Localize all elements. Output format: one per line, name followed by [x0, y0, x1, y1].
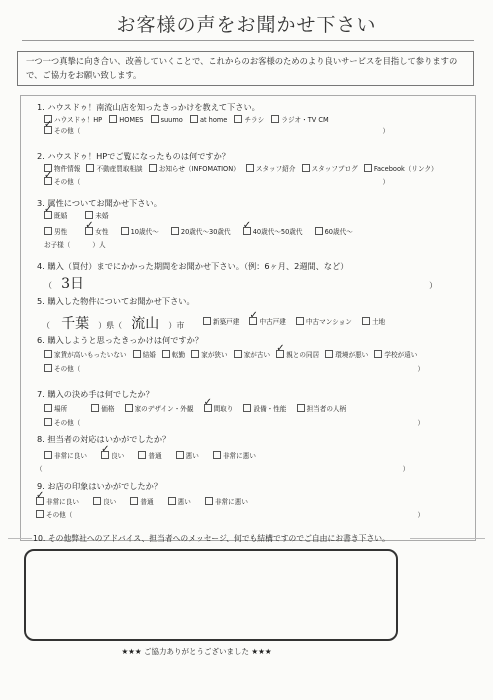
q8-opt-very-bad[interactable]: 非常に悪い: [213, 452, 256, 460]
q9-opt-average[interactable]: 普通: [130, 498, 153, 506]
q2-other[interactable]: ✓その他（ ）: [44, 177, 389, 187]
q9-label: 9. お店の印象はいかがでしたか？: [37, 481, 163, 491]
q2-opt-facebook[interactable]: Facebook（リンク）: [364, 165, 438, 173]
q6-options: [44, 350, 417, 360]
q8-opt-bad[interactable]: 悪い: [176, 452, 199, 460]
q7-other[interactable]: その他（ ）: [44, 418, 424, 428]
q1-opt-suumo[interactable]: suumo: [151, 116, 183, 124]
q9-other[interactable]: その他（ ）: [36, 510, 424, 520]
checkbox-icon[interactable]: [243, 404, 251, 412]
checkbox-icon[interactable]: [234, 350, 242, 358]
checkbox-icon[interactable]: [364, 164, 372, 172]
checkbox-icon[interactable]: [296, 317, 304, 325]
q3-opt-married[interactable]: ✓既婚: [44, 212, 67, 220]
checkbox-icon[interactable]: [91, 404, 99, 412]
q4-answer[interactable]: （ 3日 ）: [44, 276, 438, 292]
checkbox-icon[interactable]: [246, 164, 254, 172]
q2-opt-news[interactable]: お知らせ（INFOMATION）: [149, 165, 240, 173]
checked-checkbox-icon[interactable]: [243, 227, 251, 235]
checked-checkbox-icon[interactable]: [44, 177, 52, 185]
checkbox-icon[interactable]: [44, 418, 52, 426]
q5-opt-used-mansion[interactable]: 中古マンション: [296, 318, 352, 326]
section-divider-right: [410, 538, 485, 539]
checkbox-icon[interactable]: [213, 451, 221, 459]
q4-label: 4. 購入（買付）までにかかった期間をお聞かせ下さい。（例：6ヶ月、2週間、など）: [37, 261, 349, 271]
q7-opt-facilities[interactable]: 設備・性能: [243, 405, 286, 413]
q5-types: [203, 317, 385, 327]
q1-opt-radio-tv[interactable]: ラジオ・TV CM: [271, 116, 328, 124]
checkbox-icon[interactable]: [44, 364, 52, 372]
q7-opt-location[interactable]: 場所: [44, 405, 67, 413]
q2-opt-staff[interactable]: スタッフ紹介: [246, 165, 296, 173]
checked-checkbox-icon[interactable]: [204, 404, 212, 412]
q1-opt-homes[interactable]: HOMES: [109, 116, 143, 124]
q6-label: 6. 購入しようと思ったきっかけは何ですか？: [37, 335, 203, 345]
handwritten-prefecture: 千葉: [61, 316, 90, 332]
q6-opt-small-house[interactable]: 家が狭い: [191, 351, 227, 359]
q5-opt-used-house[interactable]: ✓ 中古戸建: [249, 318, 285, 326]
checked-checkbox-icon[interactable]: [101, 451, 109, 459]
q5-label: 5. 購入した物件についてお聞かせ下さい。: [37, 296, 195, 306]
checkbox-icon[interactable]: [271, 115, 279, 123]
q2-opt-buyback[interactable]: 不動産買取相談: [86, 165, 142, 173]
q3-label: 3. 属性についてお聞かせ下さい。: [37, 198, 162, 208]
q1-other[interactable]: ✓その他（ ）: [44, 126, 389, 136]
checkbox-icon[interactable]: [297, 404, 305, 412]
q5-opt-new-house[interactable]: 新築戸建: [203, 318, 239, 326]
checkbox-icon[interactable]: [44, 451, 52, 459]
q3-opt-40s-50s[interactable]: ✓ 40歳代〜50歳代: [243, 228, 303, 236]
q7-options: [44, 404, 346, 414]
q9-options: [36, 497, 248, 507]
checked-checkbox-icon[interactable]: [36, 497, 44, 505]
checkbox-icon[interactable]: [374, 350, 382, 358]
checkbox-icon[interactable]: [125, 404, 133, 412]
q8-opt-good[interactable]: ✓ 良い: [101, 452, 124, 460]
q8-options: [44, 451, 256, 461]
q2-opt-blog[interactable]: スタッフブログ: [302, 165, 358, 173]
section-divider-left: [8, 538, 32, 539]
q9-opt-very-good[interactable]: ✓非常に良い: [36, 498, 79, 506]
q3-opt-10s[interactable]: 10歳代〜: [121, 228, 159, 236]
checkbox-icon[interactable]: [36, 510, 44, 518]
q6-opt-environment[interactable]: 環境が悪い: [325, 351, 368, 359]
checkbox-icon[interactable]: [205, 497, 213, 505]
checkbox-icon[interactable]: [133, 350, 141, 358]
q2-opt-listings[interactable]: 物件情報: [44, 165, 80, 173]
checkbox-icon[interactable]: [149, 164, 157, 172]
checkbox-icon[interactable]: [362, 317, 370, 325]
q2-options: [44, 164, 438, 174]
q7-opt-design[interactable]: 家のデザイン・外観: [125, 405, 194, 413]
q9-opt-bad[interactable]: 悪い: [168, 498, 191, 506]
q3-opt-single[interactable]: 未婚: [85, 212, 108, 220]
checkbox-icon[interactable]: [44, 350, 52, 358]
checkbox-icon[interactable]: [86, 164, 94, 172]
checkbox-icon[interactable]: [162, 350, 170, 358]
q6-opt-school[interactable]: 学校が遠い: [374, 351, 417, 359]
q3-opt-60s[interactable]: 60歳代〜: [315, 228, 353, 236]
checkbox-icon[interactable]: [85, 211, 93, 219]
q8-comment[interactable]: （ ）: [36, 465, 410, 473]
q8-opt-average[interactable]: 普通: [138, 452, 161, 460]
checkbox-icon[interactable]: [151, 115, 159, 123]
checked-checkbox-icon[interactable]: [85, 227, 93, 235]
q2-label: 2. ハウスドゥ！HPでご覧になったものは何ですか？: [37, 151, 230, 161]
q8-opt-very-good[interactable]: 非常に良い: [44, 452, 87, 460]
page-title: お客様の声をお聞かせ下さい: [116, 14, 377, 36]
q1-opt-hp[interactable]: ハウスドゥ！HP: [44, 116, 102, 124]
q7-opt-price[interactable]: 価格: [91, 405, 114, 413]
q3-opt-20s-30s[interactable]: 20歳代〜30歳代: [171, 228, 231, 236]
checked-checkbox-icon[interactable]: [44, 211, 52, 219]
q6-other[interactable]: その他（ ）: [44, 364, 424, 374]
q6-opt-transfer[interactable]: 転勤: [162, 351, 185, 359]
checkbox-icon[interactable]: [191, 350, 199, 358]
thank-you-message: ★★★ ご協力ありがとうございました ★★★: [121, 647, 272, 656]
q6-opt-marriage[interactable]: 結婚: [133, 351, 156, 359]
q1-options: [44, 115, 329, 125]
checked-checkbox-icon[interactable]: [249, 317, 257, 325]
q7-opt-staff[interactable]: 担当者の人柄: [297, 405, 347, 413]
q6-opt-old-house[interactable]: 家が古い: [234, 351, 270, 359]
q6-opt-rent[interactable]: 家賃が高いもったいない: [44, 351, 127, 359]
checkbox-icon[interactable]: [325, 350, 333, 358]
checkbox-icon[interactable]: [44, 404, 52, 412]
checkbox-icon[interactable]: [44, 227, 52, 235]
q1-opt-athome[interactable]: at home: [190, 116, 227, 124]
title-underline: [22, 40, 474, 41]
checkbox-icon[interactable]: [109, 115, 117, 123]
checked-checkbox-icon[interactable]: [44, 126, 52, 134]
q10-label: 10. その他弊社へのアドバイス、担当者へのメッセージ、何でも結構ですのでご自由にお書き下さい。: [33, 534, 390, 543]
checkbox-icon[interactable]: [168, 497, 176, 505]
q9-opt-very-bad[interactable]: 非常に悪い: [205, 498, 248, 506]
q3-children[interactable]: お子様（ ）人: [44, 241, 106, 249]
checkbox-icon[interactable]: [171, 227, 179, 235]
q3-gender-age: [44, 227, 353, 237]
checkbox-icon[interactable]: [176, 451, 184, 459]
q3-opt-female[interactable]: ✓ 女性: [85, 228, 108, 236]
q6-opt-live-with-parents[interactable]: ✓ 親との同居: [276, 351, 319, 359]
q1-opt-flyer[interactable]: チラシ: [234, 116, 264, 124]
q3-married: [44, 211, 108, 221]
q7-opt-floorplan[interactable]: ✓ 間取り: [204, 405, 234, 413]
checkbox-icon[interactable]: [302, 164, 310, 172]
checkbox-icon[interactable]: [190, 115, 198, 123]
checkbox-icon[interactable]: [138, 451, 146, 459]
checkbox-icon[interactable]: [234, 115, 242, 123]
checkbox-icon[interactable]: [121, 227, 129, 235]
q5-location[interactable]: （ 千葉 ）県（ 流山 ）市: [42, 316, 185, 332]
checkbox-icon[interactable]: [203, 317, 211, 325]
handwritten-period: 3日: [61, 276, 85, 292]
q3-opt-male[interactable]: 男性: [44, 228, 67, 236]
checkbox-icon[interactable]: [315, 227, 323, 235]
q7-label: 7. 購入の決め手は何でしたか？: [37, 389, 154, 399]
q9-opt-good[interactable]: 良い: [93, 498, 116, 506]
handwritten-city: 流山: [131, 316, 160, 332]
checked-checkbox-icon[interactable]: [276, 350, 284, 358]
q8-label: 8. 担当者の対応はいかがでしたか？: [37, 434, 171, 444]
q1-label: 1. ハウスドゥ！南流山店を知ったきっかけを教えて下さい。: [37, 102, 260, 112]
comment-textarea[interactable]: [24, 549, 398, 641]
intro-text: 一つ一つ真摯に向き合い、改善していくことで、これからのお客様のためのより良いサービスを目指して参りますので、ご協力をお願い致します。: [26, 56, 458, 80]
q5-opt-land[interactable]: 土地: [362, 318, 385, 326]
checkbox-icon[interactable]: [93, 497, 101, 505]
checkbox-icon[interactable]: [130, 497, 138, 505]
